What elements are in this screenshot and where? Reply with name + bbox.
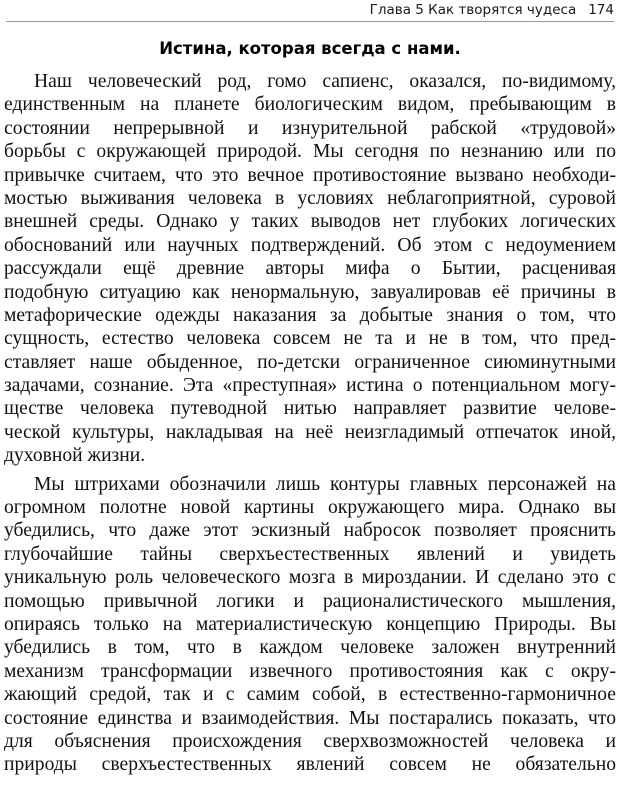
text-line: убедились в том, что в каждом человеке заложен внутренний bbox=[4, 637, 616, 659]
body-text bbox=[4, 70, 616, 777]
text-line: убедились, что даже этот эскизный набросок позволяет прояснить bbox=[4, 520, 616, 542]
text-line: опираясь только на материалистическую концепцию Природы. Вы bbox=[4, 613, 616, 635]
text-line: для объяснения происхождения сверхвозможностей человека и bbox=[4, 730, 616, 752]
text-line: ществе человека путеводной нитью направляет развитие челове- bbox=[4, 398, 616, 420]
text-line: состояние единства и взаимодействия. Мы постарались показать, что bbox=[4, 707, 616, 729]
text-line: подобную ситуацию как ненормальную, завуалировав её причины в bbox=[4, 281, 616, 303]
text-line: сущность, естество человека совсем не та и не в том, что пред- bbox=[4, 328, 616, 350]
text-line: задачами, сознание. Эта «преступная» истина о потенциальном могу- bbox=[4, 375, 616, 397]
text-line: глубочайшие тайны сверхъестественных явлений и увидеть bbox=[4, 543, 616, 565]
text-line: борьбы с окружающей природой. Мы сегодня по незнанию или по bbox=[4, 141, 616, 163]
text-line: природы сверхъестественных явлений совсем не обязательно bbox=[4, 754, 616, 776]
page-number: 174 bbox=[588, 2, 614, 18]
text-line: привычке считаем, что это вечное противостояние вызвано необходи- bbox=[4, 164, 616, 186]
text-line: помощью привычной логики и рационалистического мышления, bbox=[4, 590, 616, 612]
text-line: единственным на планете биологическим видом, пребывающим в bbox=[4, 94, 616, 116]
text-line: уникальную роль человеческого мозга в мироздании. И сделано это с bbox=[4, 567, 616, 589]
text-line: Наш человеческий род, гомо сапиенс, оказался, по-видимому, bbox=[34, 71, 616, 92]
paragraph bbox=[4, 70, 616, 468]
text-line: внешней среды. Однако у таких выводов нет глубоких логических bbox=[4, 211, 616, 233]
text-line: обоснований или научных подтверждений. Об этом с недоумением bbox=[4, 234, 616, 256]
text-line: механизм трансформации извечного противостояния как с окру- bbox=[4, 660, 616, 682]
text-line: метафорические одежды наказания за добытые знания о том, что bbox=[4, 304, 616, 326]
paragraph bbox=[4, 473, 616, 777]
text-line: ставляет наше обыденное, по-детски ограниченное сиюминутными bbox=[4, 351, 616, 373]
text-line: духовной жизни. bbox=[4, 445, 146, 467]
text-line: состоянии непрерывной и изнурительной рабской «трудовой» bbox=[4, 117, 616, 139]
text-line: Мы штрихами обозначили лишь контуры главных персонажей на bbox=[34, 473, 616, 495]
text-line: жающий средой, так и с самим собой, в естественно-гармоничное bbox=[4, 684, 616, 706]
text-line: рассуждали ещё древние авторы мифа о Бытии, расценивая bbox=[4, 258, 616, 280]
text-line: ческой культуры, накладывая на неё неизгладимый отпечаток иной, bbox=[4, 421, 616, 443]
text-line: мостью выживания человека в условиях неблагоприятной, суровой bbox=[4, 187, 616, 209]
running-header bbox=[370, 0, 614, 20]
section-title: Истина, которая всегда с нами. bbox=[159, 39, 461, 58]
chapter-title: Глава 5 Как творятся чудеса bbox=[369, 2, 577, 18]
header-divider bbox=[6, 21, 614, 22]
text-line: огромном полотне новой картины окружающего мира. Однако вы bbox=[4, 497, 616, 519]
